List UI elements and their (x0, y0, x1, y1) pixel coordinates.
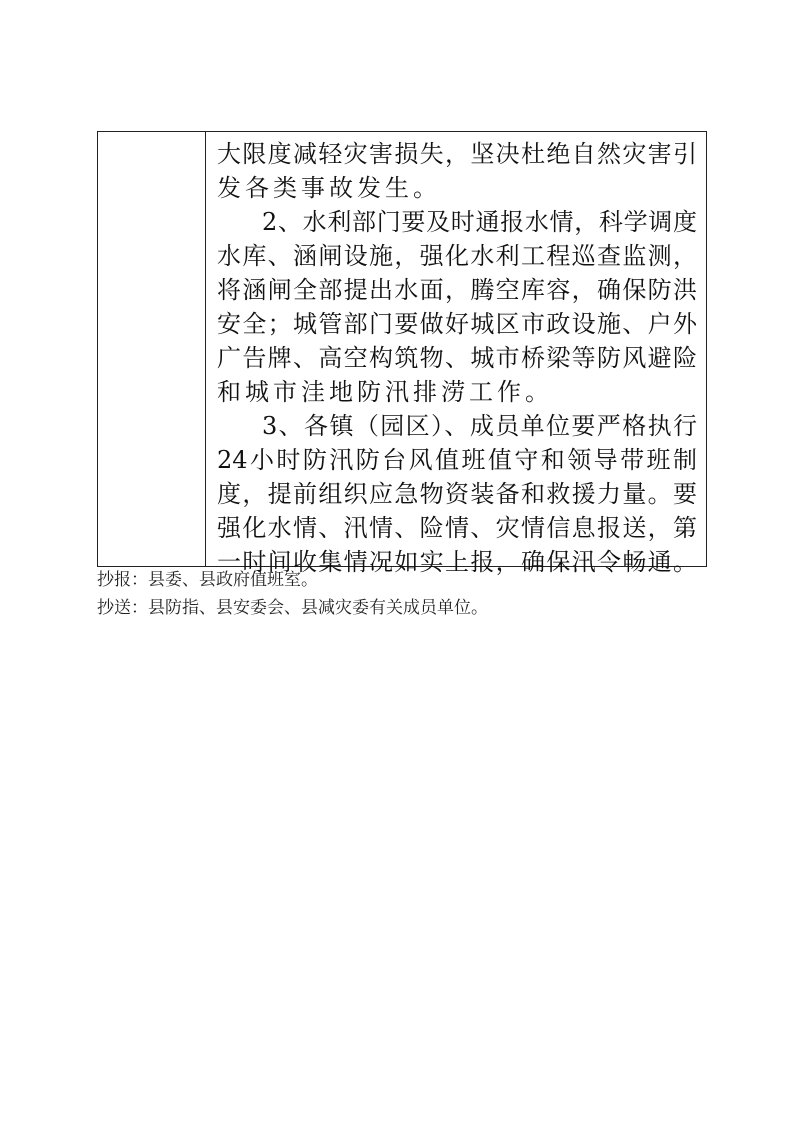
text-line: 大限度减轻灾害损失，坚决杜绝自然灾害引 (217, 140, 697, 168)
text-line: 强化水情、汛情、险情、灾情信息报送，第 (217, 514, 697, 542)
content-table (97, 131, 707, 576)
cc-report-note: 抄报：县委、县政府值班室。 (97, 570, 318, 590)
text-line: 度，提前组织应急物资装备和救援力量。要 (217, 480, 697, 508)
text-line: 将涵闸全部提出水面，腾空库容，确保防洪 (217, 276, 697, 304)
text-line: 24小时防汛防台风值班值守和领导带班制 (217, 446, 697, 474)
text-line: 发各类事故发生。 (217, 174, 441, 202)
text-line: 广告牌、高空构筑物、城市桥梁等防风避险 (217, 344, 697, 372)
text-line: 和城市洼地防汛排涝工作。 (217, 378, 553, 406)
text-line: 安全；城管部门要做好城区市政设施、户外 (217, 310, 697, 338)
table-right-cell (206, 132, 706, 576)
text-line: 一时间收集情况如实上报，确保汛令畅通。 (217, 548, 697, 576)
table-left-cell (98, 132, 206, 566)
text-line: 3、各镇（园区）、成员单位要严格执行 (262, 412, 697, 440)
text-line: 水库、涵闸设施，强化水利工程巡查监测， (217, 242, 697, 270)
cc-send-note: 抄送：县防指、县安委会、县减灾委有关成员单位。 (97, 598, 488, 618)
text-line: 2、水利部门要及时通报水情，科学调度 (262, 208, 697, 236)
